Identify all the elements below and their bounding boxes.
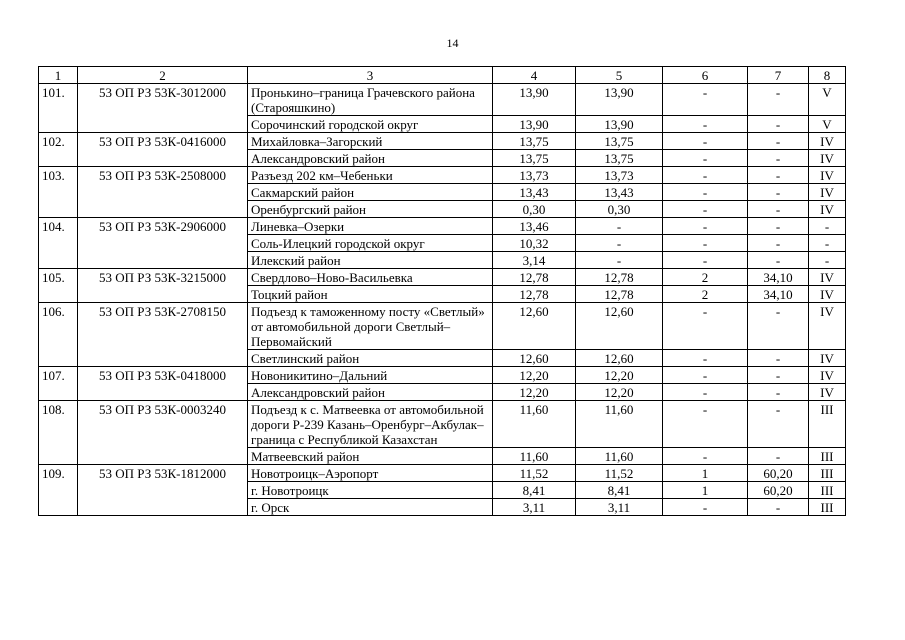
road-category: IV [809, 167, 846, 184]
road-name: Оренбургский район [248, 201, 493, 218]
bridge-count: 1 [663, 465, 748, 482]
bridge-count: - [663, 150, 748, 167]
bridge-length: 34,10 [748, 269, 809, 286]
road-category: III [809, 482, 846, 499]
table-row [39, 269, 846, 286]
bridge-length: 60,20 [748, 465, 809, 482]
length-paved: 12,60 [576, 303, 663, 350]
bridge-count: - [663, 201, 748, 218]
roads-table [38, 66, 846, 516]
bridge-count: - [663, 218, 748, 235]
header-cell: 4 [493, 67, 576, 84]
bridge-count: - [663, 167, 748, 184]
road-category: IV [809, 384, 846, 401]
row-number: 102. [39, 133, 78, 167]
road-code: 53 ОП РЗ 53К-3012000 [78, 84, 248, 133]
length-paved: 12,78 [576, 269, 663, 286]
road-name: Новотроицк–Аэропорт [248, 465, 493, 482]
road-code: 53 ОП РЗ 53К-3215000 [78, 269, 248, 303]
table-row [39, 465, 846, 482]
length-paved: 12,60 [576, 350, 663, 367]
road-category: IV [809, 303, 846, 350]
length-paved: 11,52 [576, 465, 663, 482]
bridge-length: - [748, 252, 809, 269]
header-cell: 8 [809, 67, 846, 84]
bridge-length: - [748, 448, 809, 465]
road-name: г. Орск [248, 499, 493, 516]
road-name: Тоцкий район [248, 286, 493, 303]
road-name: Сорочинский городской округ [248, 116, 493, 133]
bridge-length: - [748, 201, 809, 218]
row-number: 101. [39, 84, 78, 133]
road-category: V [809, 84, 846, 116]
length-total: 12,60 [493, 350, 576, 367]
length-paved: 13,90 [576, 116, 663, 133]
road-code: 53 ОП РЗ 53К-1812000 [78, 465, 248, 516]
row-number: 108. [39, 401, 78, 465]
header-cell: 2 [78, 67, 248, 84]
length-paved: 11,60 [576, 401, 663, 448]
bridge-length: - [748, 384, 809, 401]
bridge-count: - [663, 350, 748, 367]
bridge-length: 34,10 [748, 286, 809, 303]
length-paved: 12,78 [576, 286, 663, 303]
length-total: 13,73 [493, 167, 576, 184]
road-category: V [809, 116, 846, 133]
road-code: 53 ОП РЗ 53К-2906000 [78, 218, 248, 269]
bridge-length: - [748, 350, 809, 367]
road-name: Новоникитино–Дальний [248, 367, 493, 384]
bridge-count: 1 [663, 482, 748, 499]
road-category: III [809, 465, 846, 482]
bridge-count: - [663, 384, 748, 401]
table-row [39, 367, 846, 384]
road-name: Свердлово–Ново-Васильевка [248, 269, 493, 286]
header-cell: 7 [748, 67, 809, 84]
length-paved: - [576, 218, 663, 235]
road-code: 53 ОП РЗ 53К-2708150 [78, 303, 248, 367]
road-category: III [809, 448, 846, 465]
road-category: IV [809, 350, 846, 367]
page-number: 14 [446, 36, 459, 50]
header-cell: 1 [39, 67, 78, 84]
road-category: III [809, 499, 846, 516]
road-category: IV [809, 269, 846, 286]
table-body [39, 84, 846, 516]
road-name: Светлинский район [248, 350, 493, 367]
row-number: 107. [39, 367, 78, 401]
length-total: 11,60 [493, 401, 576, 448]
bridge-length: - [748, 235, 809, 252]
table-row [39, 401, 846, 448]
road-name: Матвеевский район [248, 448, 493, 465]
bridge-length: - [748, 150, 809, 167]
road-category: - [809, 252, 846, 269]
road-category: IV [809, 286, 846, 303]
length-total: 10,32 [493, 235, 576, 252]
road-name: Александровский район [248, 150, 493, 167]
road-name: Илекский район [248, 252, 493, 269]
bridge-count: - [663, 499, 748, 516]
road-name: Пронькино–граница Грачевского района (Старояшкино) [248, 84, 493, 116]
bridge-count: - [663, 252, 748, 269]
length-paved: 13,43 [576, 184, 663, 201]
length-total: 12,78 [493, 286, 576, 303]
table-row [39, 133, 846, 150]
road-category: IV [809, 184, 846, 201]
length-total: 13,75 [493, 150, 576, 167]
road-name: Линевка–Озерки [248, 218, 493, 235]
length-total: 3,14 [493, 252, 576, 269]
length-total: 12,20 [493, 384, 576, 401]
length-total: 11,52 [493, 465, 576, 482]
bridge-count: - [663, 235, 748, 252]
table-row [39, 84, 846, 116]
bridge-length: 60,20 [748, 482, 809, 499]
bridge-length: - [748, 167, 809, 184]
header-cell: 6 [663, 67, 748, 84]
length-paved: 13,73 [576, 167, 663, 184]
road-code: 53 ОП РЗ 53К-0418000 [78, 367, 248, 401]
length-paved: 8,41 [576, 482, 663, 499]
road-category: IV [809, 367, 846, 384]
road-name: Разъезд 202 км–Чебеньки [248, 167, 493, 184]
row-number: 104. [39, 218, 78, 269]
header-row [39, 67, 846, 84]
bridge-length: - [748, 116, 809, 133]
road-category: IV [809, 133, 846, 150]
road-name: Подъезд к с. Матвеевка от автомобильной дороги Р-239 Казань–Оренбург–Акбулак–граница с Республикой Казахстан [248, 401, 493, 448]
bridge-length: - [748, 499, 809, 516]
road-name: Подъезд к таможенному посту «Светлый» от автомобильной дороги Светлый–Первомайский [248, 303, 493, 350]
length-total: 12,78 [493, 269, 576, 286]
road-name: Александровский район [248, 384, 493, 401]
road-category: - [809, 218, 846, 235]
bridge-length: - [748, 133, 809, 150]
length-total: 13,46 [493, 218, 576, 235]
header-cell: 5 [576, 67, 663, 84]
bridge-length: - [748, 367, 809, 384]
table-row [39, 303, 846, 350]
length-total: 8,41 [493, 482, 576, 499]
bridge-count: - [663, 133, 748, 150]
bridge-count: - [663, 303, 748, 350]
header-cell: 3 [248, 67, 493, 84]
road-name: г. Новотроицк [248, 482, 493, 499]
road-code: 53 ОП РЗ 53К-0416000 [78, 133, 248, 167]
length-paved: 13,90 [576, 84, 663, 116]
length-total: 13,90 [493, 84, 576, 116]
row-number: 103. [39, 167, 78, 218]
bridge-length: - [748, 84, 809, 116]
bridge-count: - [663, 401, 748, 448]
length-total: 13,75 [493, 133, 576, 150]
bridge-count: 2 [663, 269, 748, 286]
bridge-count: - [663, 184, 748, 201]
road-name: Соль-Илецкий городской округ [248, 235, 493, 252]
length-paved: 3,11 [576, 499, 663, 516]
bridge-length: - [748, 218, 809, 235]
length-total: 13,90 [493, 116, 576, 133]
road-category: IV [809, 201, 846, 218]
road-code: 53 ОП РЗ 53К-2508000 [78, 167, 248, 218]
road-name: Сакмарский район [248, 184, 493, 201]
length-paved: 11,60 [576, 448, 663, 465]
length-paved: 13,75 [576, 150, 663, 167]
table-row [39, 218, 846, 235]
length-total: 12,20 [493, 367, 576, 384]
length-total: 0,30 [493, 201, 576, 218]
bridge-length: - [748, 184, 809, 201]
length-paved: - [576, 235, 663, 252]
row-number: 106. [39, 303, 78, 367]
bridge-count: - [663, 367, 748, 384]
road-code: 53 ОП РЗ 53К-0003240 [78, 401, 248, 465]
table-row [39, 167, 846, 184]
bridge-length: - [748, 401, 809, 448]
length-total: 13,43 [493, 184, 576, 201]
length-total: 3,11 [493, 499, 576, 516]
length-paved: 13,75 [576, 133, 663, 150]
row-number: 105. [39, 269, 78, 303]
road-category: III [809, 401, 846, 448]
road-name: Михайловка–Загорский [248, 133, 493, 150]
length-paved: 12,20 [576, 367, 663, 384]
length-total: 11,60 [493, 448, 576, 465]
length-paved: - [576, 252, 663, 269]
road-category: - [809, 235, 846, 252]
bridge-count: - [663, 116, 748, 133]
road-category: IV [809, 150, 846, 167]
length-paved: 12,20 [576, 384, 663, 401]
bridge-count: - [663, 448, 748, 465]
bridge-count: - [663, 84, 748, 116]
length-total: 12,60 [493, 303, 576, 350]
length-paved: 0,30 [576, 201, 663, 218]
bridge-count: 2 [663, 286, 748, 303]
bridge-length: - [748, 303, 809, 350]
row-number: 109. [39, 465, 78, 516]
